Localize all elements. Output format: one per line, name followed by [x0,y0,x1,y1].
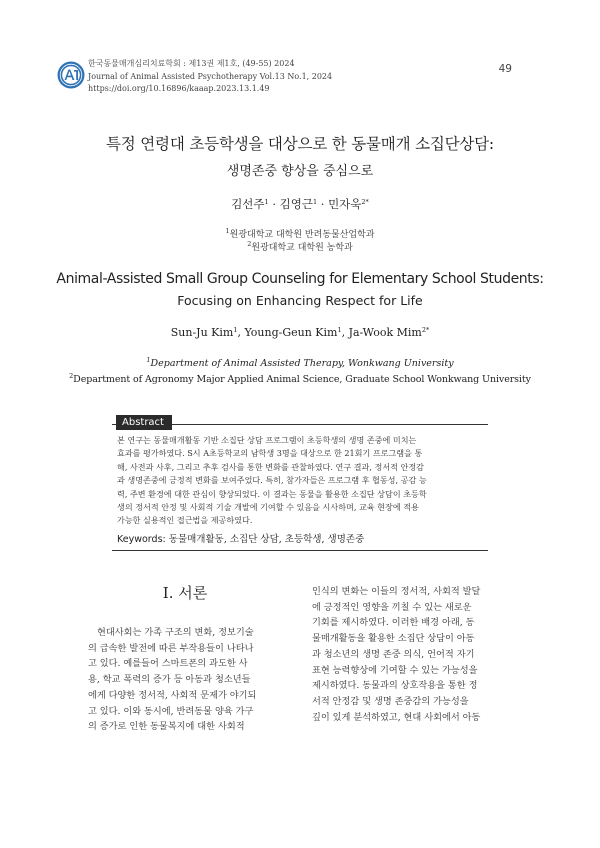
doi-link[interactable]: https://doi.org/10.16896/kaaap.2023.13.1.49 [88,84,270,93]
authors-english [0,326,600,339]
author-separator: , [341,326,349,339]
abstract-body [117,434,483,528]
abstract-label: Abstract [116,415,172,430]
affil-marker: 2 [69,372,74,380]
author-name: 김영근 [279,197,313,211]
abstract-bottom-rule [112,550,488,551]
affil-text: 원광대학교 대학원 농학과 [251,243,353,253]
body-line: 고 있다. 예를들어 스마트폰의 과도한 사 [88,658,248,670]
subtitle-korean: 생명존중 향상을 중심으로 [226,164,374,179]
abstract-line: 과 생명존중에 긍정적 변화를 보여주었다. 특히, 참가자들은 프로그램 후 협동성, 공감 능 [117,475,427,486]
abstract-line: 생의 정서적 안정 및 사회적 기술 개발에 기여할 수 있음을 시사하며, 교육 현장에 적용 [117,502,419,513]
affil-marker: 1 [146,356,151,364]
body-line: 용, 학교 폭력의 증가 등 아동과 청소년들 [88,674,251,686]
body-line: 서적 안정감 및 생명 존중감의 가능성을 [312,695,469,707]
author-affil-marker: 1 [233,326,238,334]
author-name: Ja-Wook Mim [348,326,422,339]
body-line: 고 있다. 이와 동시에, 반려동물 양육 가구 [88,705,254,717]
journal-name-en: Journal of Animal Assisted Psychotherapy Vol.13 No.1, 2024 [88,71,333,81]
body-line: 표현 능력향상에 기여할 수 있는 가능성을 [312,664,478,676]
author-separator: , [237,326,245,339]
affiliation-english-2 [0,372,600,385]
body-line: 에게 다양한 정서적, 사회적 문제가 야기되 [88,689,257,701]
author-name: 민자욱 [328,197,362,211]
body-line: 의 급속한 발전에 따른 부작용들이 나타나 [88,642,254,654]
page-number: 49 [498,63,512,75]
body-line: 의 증가로 인한 동물복지에 대한 사회적 [88,721,245,733]
author-affil-marker: 2* [361,198,369,206]
author-name: Young-Geun Kim [244,326,338,339]
author-affil-marker: 1 [312,198,318,206]
abstract-line: 본 연구는 동물매개활동 기반 소집단 상담 프로그램이 초등학생의 생명 존중에 미치는 [117,435,417,445]
abstract-line: 가능한 실용적인 접근법을 제공하였다. [117,515,253,526]
author-separator: · [317,197,329,211]
affil-marker: 1 [225,227,230,235]
title-korean: 특정 연령대 초등학생을 대상으로 한 동물매개 소집단상담: [106,135,494,153]
abstract-line: 력, 주변 환경에 대한 관심이 향상되었다. 이 결과는 동물을 활용한 소집단 상담이 초등학 [117,488,427,499]
body-line: 과 청소년의 생명 존중 의식, 언어적 자기 [312,648,475,660]
author-affil-marker: 1 [337,326,342,334]
body-line: 현대사회는 가족 구조의 변화, 정보기술 [97,627,254,638]
body-line: 인식의 변화는 이들의 정서적, 사회적 발달 [312,586,481,597]
journal-name-ko: 한국동물매개심리치료학회 : 제13권 제1호, (49-55) 2024 [88,59,295,68]
keywords-label: Keywords: [117,534,166,545]
left-column-body [88,625,282,735]
journal-header [88,58,332,96]
affil-text: Department of Animal Assisted Therapy, Wonkwang University [150,358,454,369]
title-english: Animal-Assisted Small Group Counseling for Elementary School Students: [56,271,544,287]
affil-text: Department of Agronomy Major Applied Animal Science, Graduate School Wonkwang University [73,374,531,385]
body-line: 물매개활동을 활용한 소집단 상담이 아동 [312,633,475,645]
body-line: 제시하였다. 동물과의 상호작용을 통한 정 [312,680,478,692]
author-name: 김선주 [231,197,265,211]
right-column-body [312,584,512,725]
author-affil-marker: 1 [264,198,269,206]
affil-text: 원광대학교 대학원 반려동물산업학과 [229,230,375,240]
author-separator: · [268,197,280,211]
keywords [117,531,364,545]
keywords-text: 동물매개활동, 소집단 상담, 초등학생, 생명존중 [168,534,365,545]
body-line: 에 긍정적인 영향을 끼칠 수 있는 새로운 [312,601,472,613]
society-logo [57,61,85,89]
authors-korean [0,196,600,212]
abstract-line: 해, 사전과 사후, 그리고 추후 검사를 통한 변화를 관찰하였다. 연구 결과, 정서적 안정감 [117,461,424,472]
subtitle-english: Focusing on Enhancing Respect for Life [177,293,423,308]
body-line: 깊이 있게 분석하였고, 현대 사회에서 아동 [312,711,481,723]
author-name: Sun-Ju Kim [170,326,234,339]
affil-marker: 2 [247,240,252,248]
author-affil-marker: 2* [421,326,430,334]
abstract-line: 효과를 평가하였다. S시 A초등학교의 남학생 3명을 대상으로 한 21회기 프로그램을 통 [117,448,423,459]
affiliation-english-1 [0,356,600,369]
affiliation-korean-2 [0,238,600,255]
body-line: 기회를 제시하였다. 이러한 배경 아래, 동 [312,617,475,629]
section-heading: Ⅰ. 서론 [162,584,208,602]
